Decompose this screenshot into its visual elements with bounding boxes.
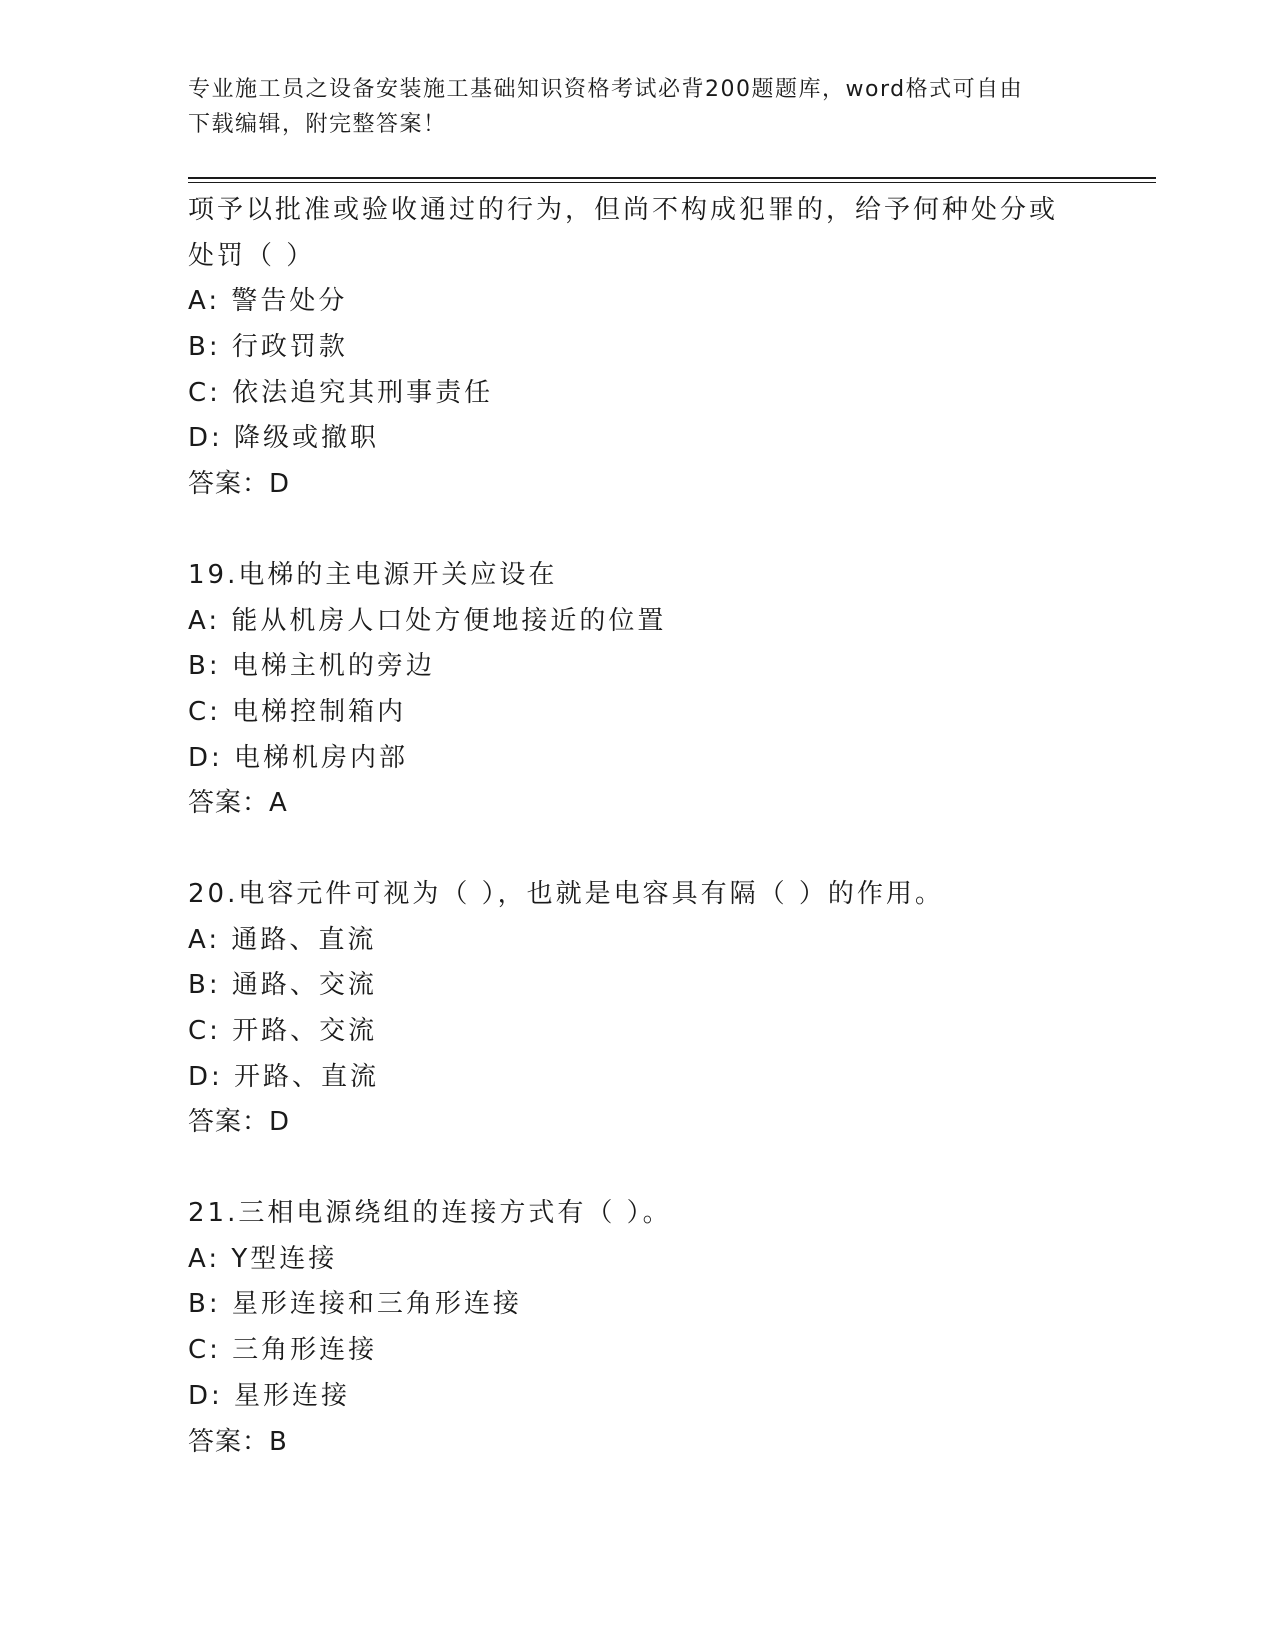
question-20 — [188, 872, 1128, 1146]
question-list — [188, 188, 1128, 1465]
option-a: A: 警告处分 — [188, 286, 348, 317]
answer: 答案：D — [188, 1107, 291, 1138]
header-divider-thick — [188, 177, 1156, 179]
question-continued — [188, 188, 1128, 508]
option-d: D: 降级或撤职 — [188, 423, 380, 454]
option-a: A: 能从机房人口处方便地接近的位置 — [188, 605, 667, 636]
question-stem: 19.电梯的主电源开关应设在 — [188, 559, 558, 590]
question-stem-line: 项予以批准或验收通过的行为，但尚不构成犯罪的，给予何种处分或 — [188, 195, 1059, 225]
header-line-2: 下载编辑，附完整答案！ — [188, 112, 447, 137]
answer: 答案：B — [188, 1426, 288, 1457]
option-b: B: 星形连接和三角形连接 — [188, 1289, 522, 1320]
option-d: D: 星形连接 — [188, 1380, 351, 1411]
option-a: A: Y型连接 — [188, 1243, 338, 1274]
option-a: A: 通路、直流 — [188, 924, 377, 955]
option-d: D: 开路、直流 — [188, 1061, 380, 1092]
option-c: C: 开路、交流 — [188, 1016, 378, 1046]
option-b: B: 通路、交流 — [188, 970, 377, 1001]
option-c: C: 依法追究其刑事责任 — [188, 377, 494, 408]
header-divider-thin — [188, 182, 1156, 183]
document-header — [188, 72, 1088, 142]
question-21 — [188, 1191, 1128, 1465]
option-d: D: 电梯机房内部 — [188, 742, 409, 773]
option-b: B: 行政罚款 — [188, 332, 348, 363]
option-c: C: 三角形连接 — [188, 1335, 378, 1366]
answer: 答案：D — [188, 469, 291, 500]
question-19 — [188, 553, 1128, 827]
option-c: C: 电梯控制箱内 — [188, 696, 407, 727]
option-b: B: 电梯主机的旁边 — [188, 651, 435, 682]
question-stem: 20.电容元件可视为（ ），也就是电容具有隔（ ）的作用。 — [188, 878, 944, 909]
question-stem: 21.三相电源绕组的连接方式有（ ）。 — [188, 1198, 672, 1229]
question-stem-line: 处罚（ ） — [188, 240, 316, 271]
answer: 答案：A — [188, 788, 288, 819]
header-line-1: 专业施工员之设备安装施工基础知识资格考试必背200题题库，word格式可自由 — [188, 77, 1024, 102]
